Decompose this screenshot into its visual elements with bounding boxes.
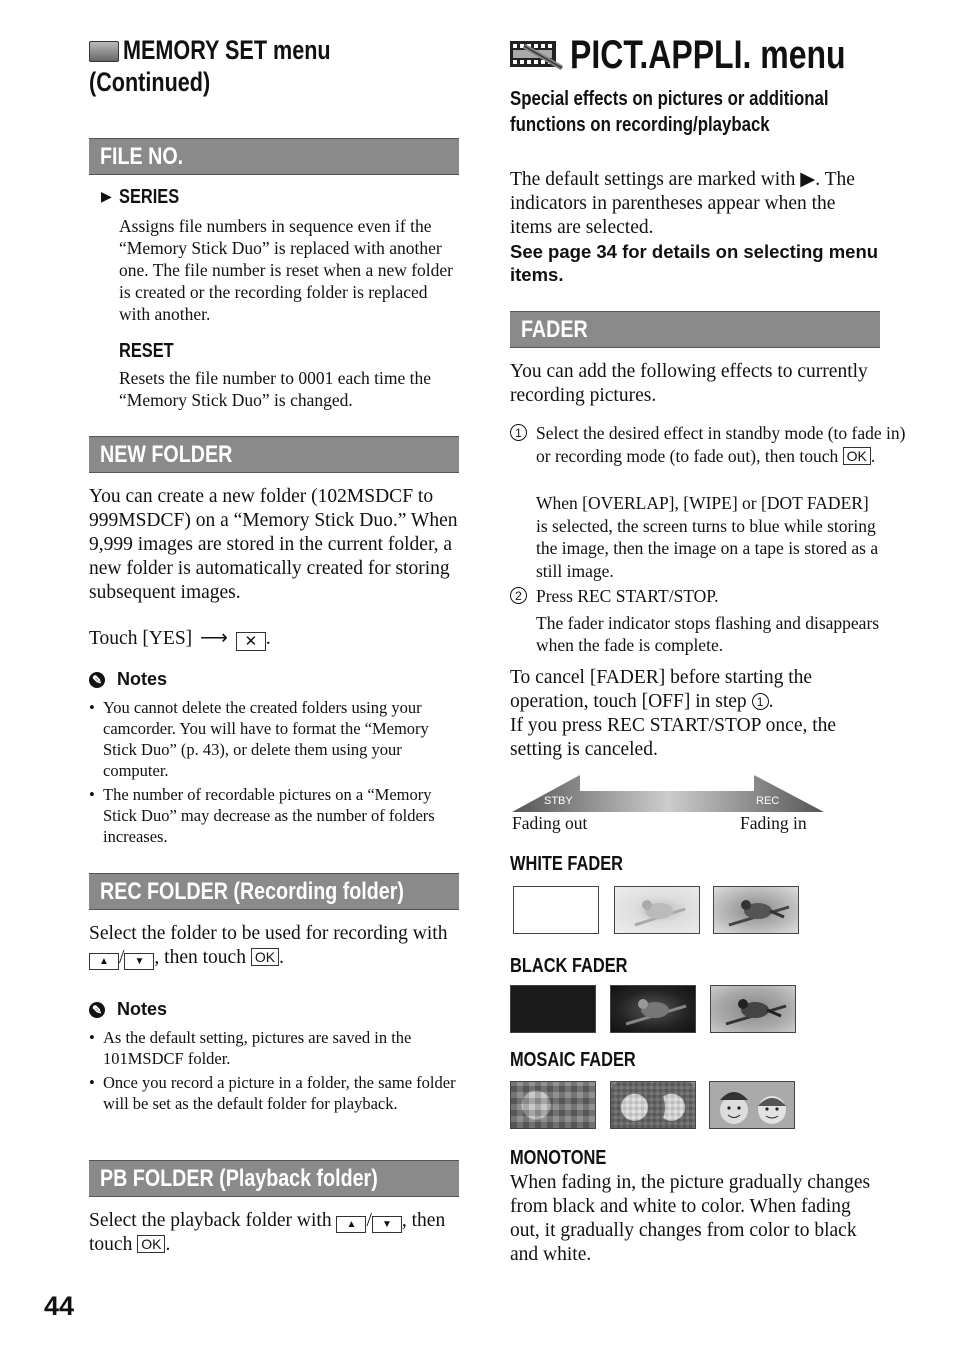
black-fader-label: BLACK FADER <box>510 955 628 977</box>
new-folder-text: You can create a new folder (102MSDCF to 999MSDCF) on a “Memory Stick Duo.” When 9,999 images are stored in the current folder, a new folder is automatically created for storing subsequent images. <box>89 486 458 603</box>
list-item: • You cannot delete the created folders using your camcorder. You will have to format the “Memory Stick Duo” (p. 43), or delete them using your computer. <box>89 697 459 781</box>
reset-label: RESET <box>119 340 174 362</box>
step2-note: The fader indicator stops flashing and disappears when the fade is complete. <box>536 613 880 655</box>
reset-text: Resets the file number to 0001 each time the “Memory Stick Duo” is changed. <box>119 368 431 410</box>
step-number-1: 1 <box>752 693 769 710</box>
arrow-right-icon: ⟶ <box>200 628 228 649</box>
mosaic-fader-frame-2 <box>610 1081 696 1129</box>
subtitle <box>510 86 880 138</box>
children-image <box>710 1082 795 1129</box>
notes-icon: ✎ <box>89 1002 105 1018</box>
rec-folder-text-a: Select the folder to be used for recording with <box>89 923 448 944</box>
notes-label: Notes <box>117 999 168 1019</box>
close-icon[interactable]: ✕ <box>236 632 266 651</box>
up-arrow-button[interactable]: ▲ <box>89 953 119 970</box>
mosaic-fader-label: MOSAIC FADER <box>510 1049 636 1071</box>
up-arrow-button[interactable]: ▲ <box>336 1216 366 1233</box>
notes-header <box>89 669 167 690</box>
step2-text: Press REC START/STOP. <box>536 586 719 606</box>
notes-icon: ✎ <box>89 672 105 688</box>
fading-out-label: Fading out <box>512 813 588 833</box>
down-arrow-button[interactable]: ▼ <box>372 1216 402 1233</box>
bird-image <box>615 887 699 933</box>
film-wand-icon <box>510 38 564 70</box>
ok-button[interactable]: OK <box>137 1235 165 1253</box>
notes-header <box>89 999 167 1020</box>
new-folder-bar <box>89 436 459 473</box>
black-fader-frame-1 <box>510 985 596 1033</box>
bird-image <box>711 986 795 1032</box>
pb-folder-text-b: then touch <box>89 1210 446 1255</box>
fader-intro: You can add the following effects to currently recording pictures. <box>510 361 868 406</box>
fader-title: FADER <box>521 316 588 343</box>
page-title: PICT.APPLI. menu <box>570 33 846 77</box>
notes-label: Notes <box>117 669 168 689</box>
memory-card-icon <box>89 41 119 62</box>
cancel-text: To cancel [FADER] before starting the operation, touch [OFF] in step 1 . If you press REC START/STOP once, the setting is canceled. <box>510 667 837 760</box>
header-line1: MEMORY SET menu <box>123 35 331 65</box>
touch-yes-line: Touch [YES] ⟶ ✕ . <box>89 628 271 650</box>
white-fader-label: WHITE FADER <box>510 853 623 875</box>
touch-yes-text: Touch [YES] <box>89 628 193 649</box>
black-fader-frame-2 <box>610 985 696 1033</box>
fader-bar <box>510 311 880 348</box>
monotone-label: MONOTONE <box>510 1147 607 1169</box>
cancel-text-b: If you press REC START/STOP once, the setting is canceled. <box>510 715 837 760</box>
file-no-title: FILE NO. <box>100 143 184 170</box>
stby-label: STBY <box>544 795 573 807</box>
new-folder-title: NEW FOLDER <box>100 441 233 468</box>
step-1: 1 Select the desired effect in standby mode (to fade in) or recording mode (to fade out), then touch OK . <box>510 422 906 467</box>
step-2 <box>510 585 906 608</box>
header-line2: (Continued) <box>89 67 211 97</box>
mosaic-fader-frame-3 <box>709 1081 795 1129</box>
series-label: SERIES <box>119 186 180 208</box>
rec-folder-notes <box>89 1027 459 1117</box>
step-number-1: 1 <box>510 424 527 441</box>
default-settings-text: The default settings are marked with ▶. The indicators in parentheses appear when the items are selected. <box>510 169 855 238</box>
step1-text: Select the desired effect in standby mode (to fade in) or recording mode (to fade out), then touch <box>536 423 906 466</box>
bird-image <box>714 887 798 933</box>
fade-diagram <box>512 773 832 813</box>
default-marker-icon: ▶ <box>101 190 112 205</box>
monotone-text: When fading in, the picture gradually changes from black and white to color. When fading out, it gradually changes from color to black and white. <box>510 1172 871 1265</box>
file-no-bar <box>89 138 459 175</box>
page-number: 44 <box>44 1291 75 1321</box>
white-fader-frame-2 <box>614 886 700 934</box>
subtitle-text: Special effects on pictures or additional functions on recording/playback <box>510 87 829 136</box>
new-folder-notes <box>89 697 459 850</box>
white-fader-frame-3 <box>713 886 799 934</box>
rec-folder-text-b: , then touch <box>154 947 246 968</box>
pb-folder-text: Select the playback folder with ▲ / ▼ , then touch OK . <box>89 1210 446 1255</box>
black-fader-frame-3 <box>710 985 796 1033</box>
step1-note: When [OVERLAP], [WIPE] or [DOT FADER] is selected, the screen turns to blue while storing the image, then the image on a tape is stored as a still image. <box>536 493 879 581</box>
list-item: • The number of recordable pictures on a “Memory Stick Duo” may decrease as the number of folders increases. <box>89 784 459 847</box>
list-item: • Once you record a picture in a folder, the same folder will be set as the default folder for playback. <box>89 1072 459 1114</box>
rec-label: REC <box>756 795 780 807</box>
rec-folder-bar <box>89 873 459 910</box>
series-text: Assigns file numbers in sequence even if the “Memory Stick Duo” is replaced with another one. The file number is reset when a new folder is created or the recording folder is replaced with another. <box>119 216 454 324</box>
step-number-2: 2 <box>510 587 527 604</box>
pict-appli-header <box>510 34 880 78</box>
bird-image <box>611 986 695 1032</box>
fade-diagram-graphic <box>512 773 824 813</box>
see-page-text: See page 34 for details on selecting menu items. <box>510 241 879 285</box>
rec-folder-title: REC FOLDER (Recording folder) <box>100 878 404 905</box>
pb-folder-bar <box>89 1160 459 1197</box>
fading-in-label: Fading in <box>740 813 807 833</box>
cancel-text-a: To cancel [FADER] before starting the operation, touch [OFF] in step <box>510 667 813 712</box>
mosaic-fader-frame-1 <box>510 1081 596 1129</box>
list-item: • As the default setting, pictures are saved in the 101MSDCF folder. <box>89 1027 459 1069</box>
ok-button[interactable]: OK <box>251 948 279 966</box>
ok-button[interactable]: OK <box>843 447 871 465</box>
rec-folder-text: Select the folder to be used for recording with ▲ / ▼ , then touch OK . <box>89 923 448 968</box>
white-fader-frame-1 <box>513 886 599 934</box>
down-arrow-button[interactable]: ▼ <box>124 953 154 970</box>
pb-folder-title: PB FOLDER (Playback folder) <box>100 1165 378 1192</box>
pb-folder-text-a: Select the playback folder with <box>89 1210 332 1231</box>
